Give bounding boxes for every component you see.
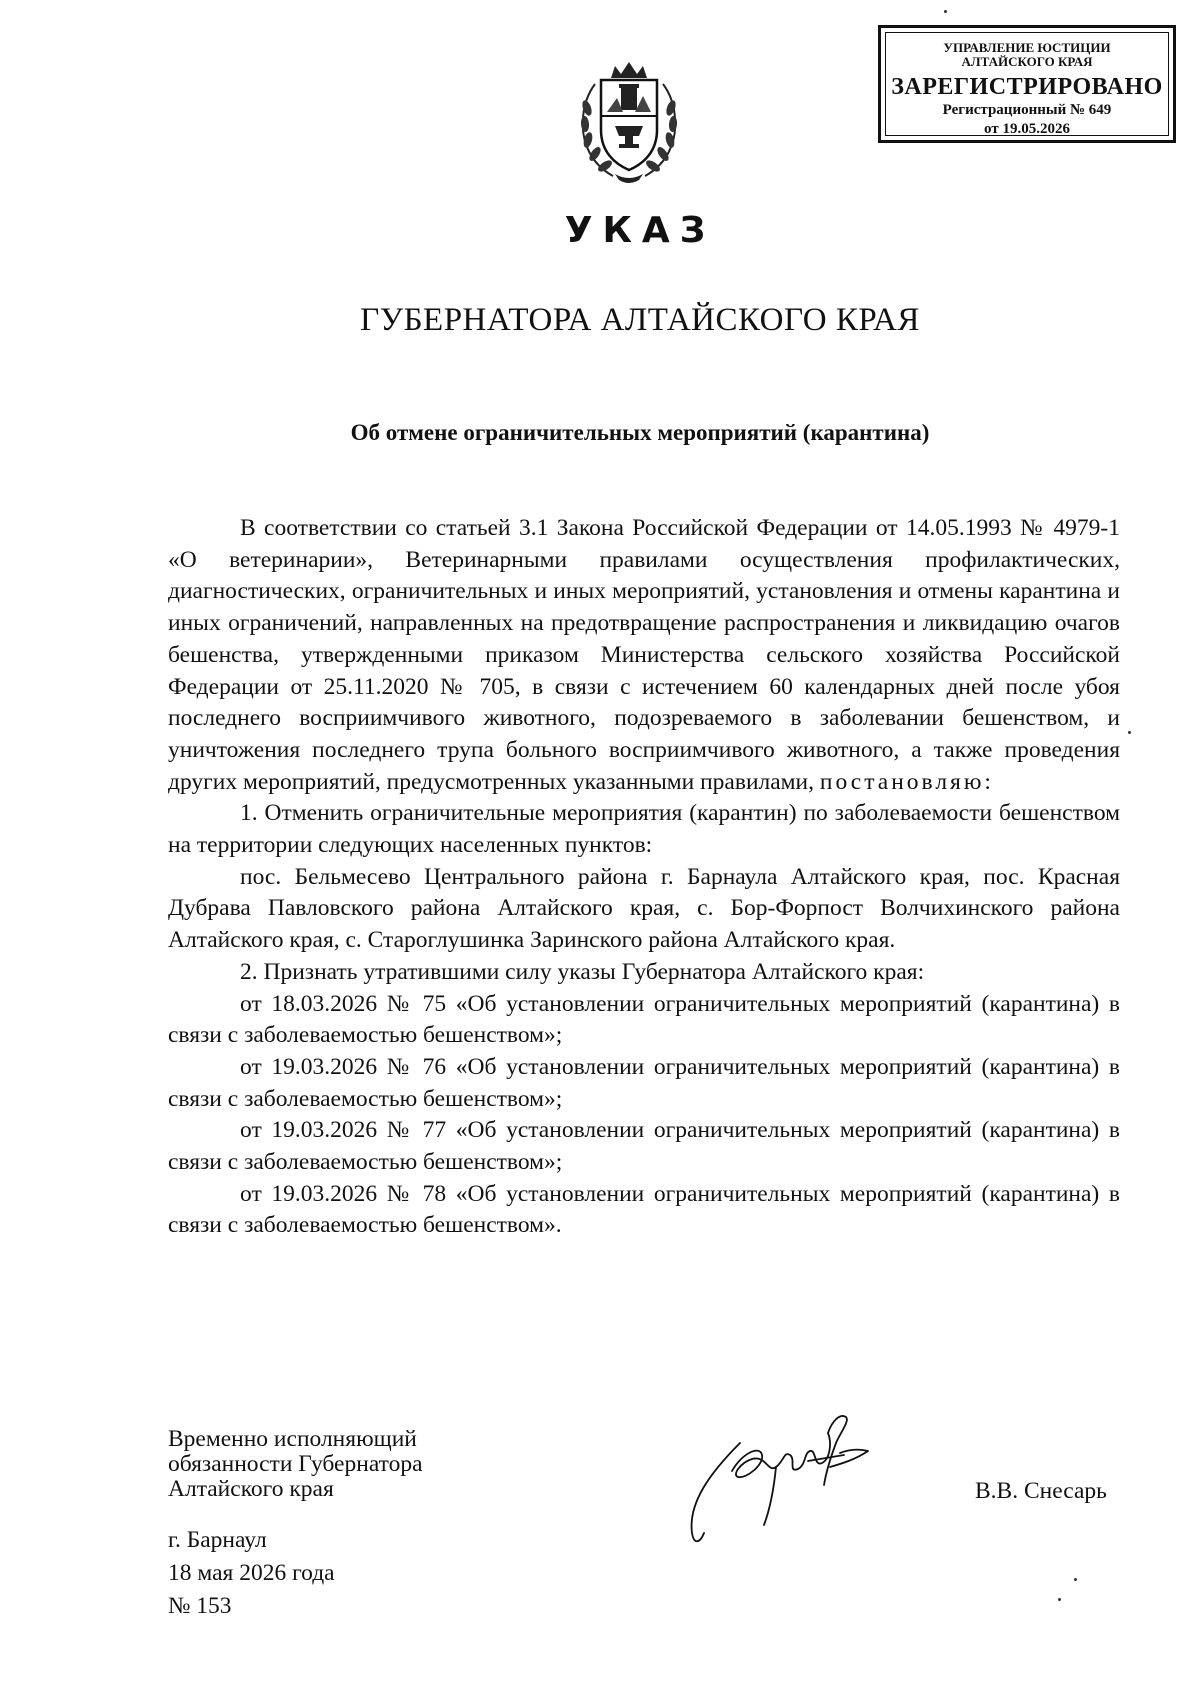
repealed-decree-1: от 18.03.2026 № 75 «Об установлении ограничительных мероприятий (карантина) в связи с заболеваемостью бешенством»; <box>168 990 1120 1049</box>
decree-number: № 153 <box>168 1593 232 1619</box>
item-2-paragraph: 2. Признать утратившими силу указы Губернатора Алтайского края: <box>240 958 925 985</box>
signer-role-line2: обязанности Губернатора <box>168 1451 423 1477</box>
signer-role-line1: Временно исполняющий <box>168 1426 417 1452</box>
stamp-organization-line1: УПРАВЛЕНИЕ ЮСТИЦИИ <box>943 40 1111 55</box>
decree-word: постановляю: <box>819 768 994 795</box>
decree-body <box>168 513 1120 1242</box>
item-1-places-paragraph: пос. Бельмесево Центрального района г. Барнаула Алтайского края, пос. Красная Дубрава Павловского района Алтайского края, с. Бор-Форпост Волчихинского района Алтайского края, с. Староглушинка Заринского района Алтайского края. <box>168 863 1120 954</box>
preamble-paragraph <box>168 513 1120 798</box>
repealed-decree-4: от 19.03.2026 № 78 «Об установлении ограничительных мероприятий (карантина) в связи с заболеваемостью бешенством». <box>168 1180 1120 1239</box>
coat-of-arms-icon <box>573 56 685 186</box>
scan-speck <box>1058 1598 1061 1601</box>
item-1-paragraph: 1. Отменить ограничительные мероприятия (карантин) по заболеваемости бешенством на территории следующих населенных пунктов: <box>168 800 1120 859</box>
stamp-registration-number: Регистрационный № 649 <box>942 102 1112 118</box>
preamble-text: В соответствии со статьей 3.1 Закона Российской Федерации от 14.05.1993 № 4979-1 «О ветеринарии», Ветеринарными правилами осуществления профилактических, диагностических, ограничительных и иных мероприятий, установления и отмены карантина и иных ограничений, направленных на предотвращение распространения и ликвидацию очагов бешенства, утвержденными приказом Министерства сельского хозяйства Российской Федерации от 25.11.2020 № 705, в связи с истечением 60 календарных дней после убоя последнего восприимчивого животного, подозреваемого в заболевании бешенством, и уничтожения последнего трупа больного восприимчивого животного, а также проведения других мероприятий, предусмотренных указанными правилами, <box>168 515 1120 795</box>
scan-speck <box>1128 731 1131 734</box>
decree-subject: Об отмене ограничительных мероприятий (карантина) <box>350 420 930 445</box>
stamp-organization-line2: АЛТАЙСКОГО КРАЯ <box>961 54 1093 69</box>
stamp-organization <box>886 41 1168 69</box>
repealed-decree-3: от 19.03.2026 № 77 «Об установлении ограничительных мероприятий (карантина) в связи с заболеваемостью бешенством»; <box>168 1117 1120 1176</box>
scan-speck <box>944 10 947 13</box>
decree-issuer: ГУБЕРНАТОРА АЛТАЙСКОГО КРАЯ <box>360 302 920 338</box>
scan-speck <box>1074 1578 1077 1581</box>
stamp-registration-date: от 19.05.2026 <box>984 121 1070 137</box>
signer-role-line3: Алтайского края <box>168 1476 334 1502</box>
registration-stamp <box>878 25 1176 143</box>
issue-city: г. Барнаул <box>168 1527 267 1553</box>
handwritten-signature-icon <box>680 1393 900 1563</box>
repealed-decree-2: от 19.03.2026 № 76 «Об установлении ограничительных мероприятий (карантина) в связи с заболеваемостью бешенством»; <box>168 1053 1120 1112</box>
decree-footer <box>168 1524 335 1623</box>
signer-role <box>168 1427 423 1502</box>
issue-date: 18 мая 2026 года <box>168 1560 335 1586</box>
stamp-inner-border <box>885 32 1169 136</box>
decree-title: УКАЗ <box>564 210 716 251</box>
stamp-status: ЗАРЕГИСТРИРОВАНО <box>891 74 1163 100</box>
signer-name: В.В. Снесарь <box>975 1478 1107 1504</box>
